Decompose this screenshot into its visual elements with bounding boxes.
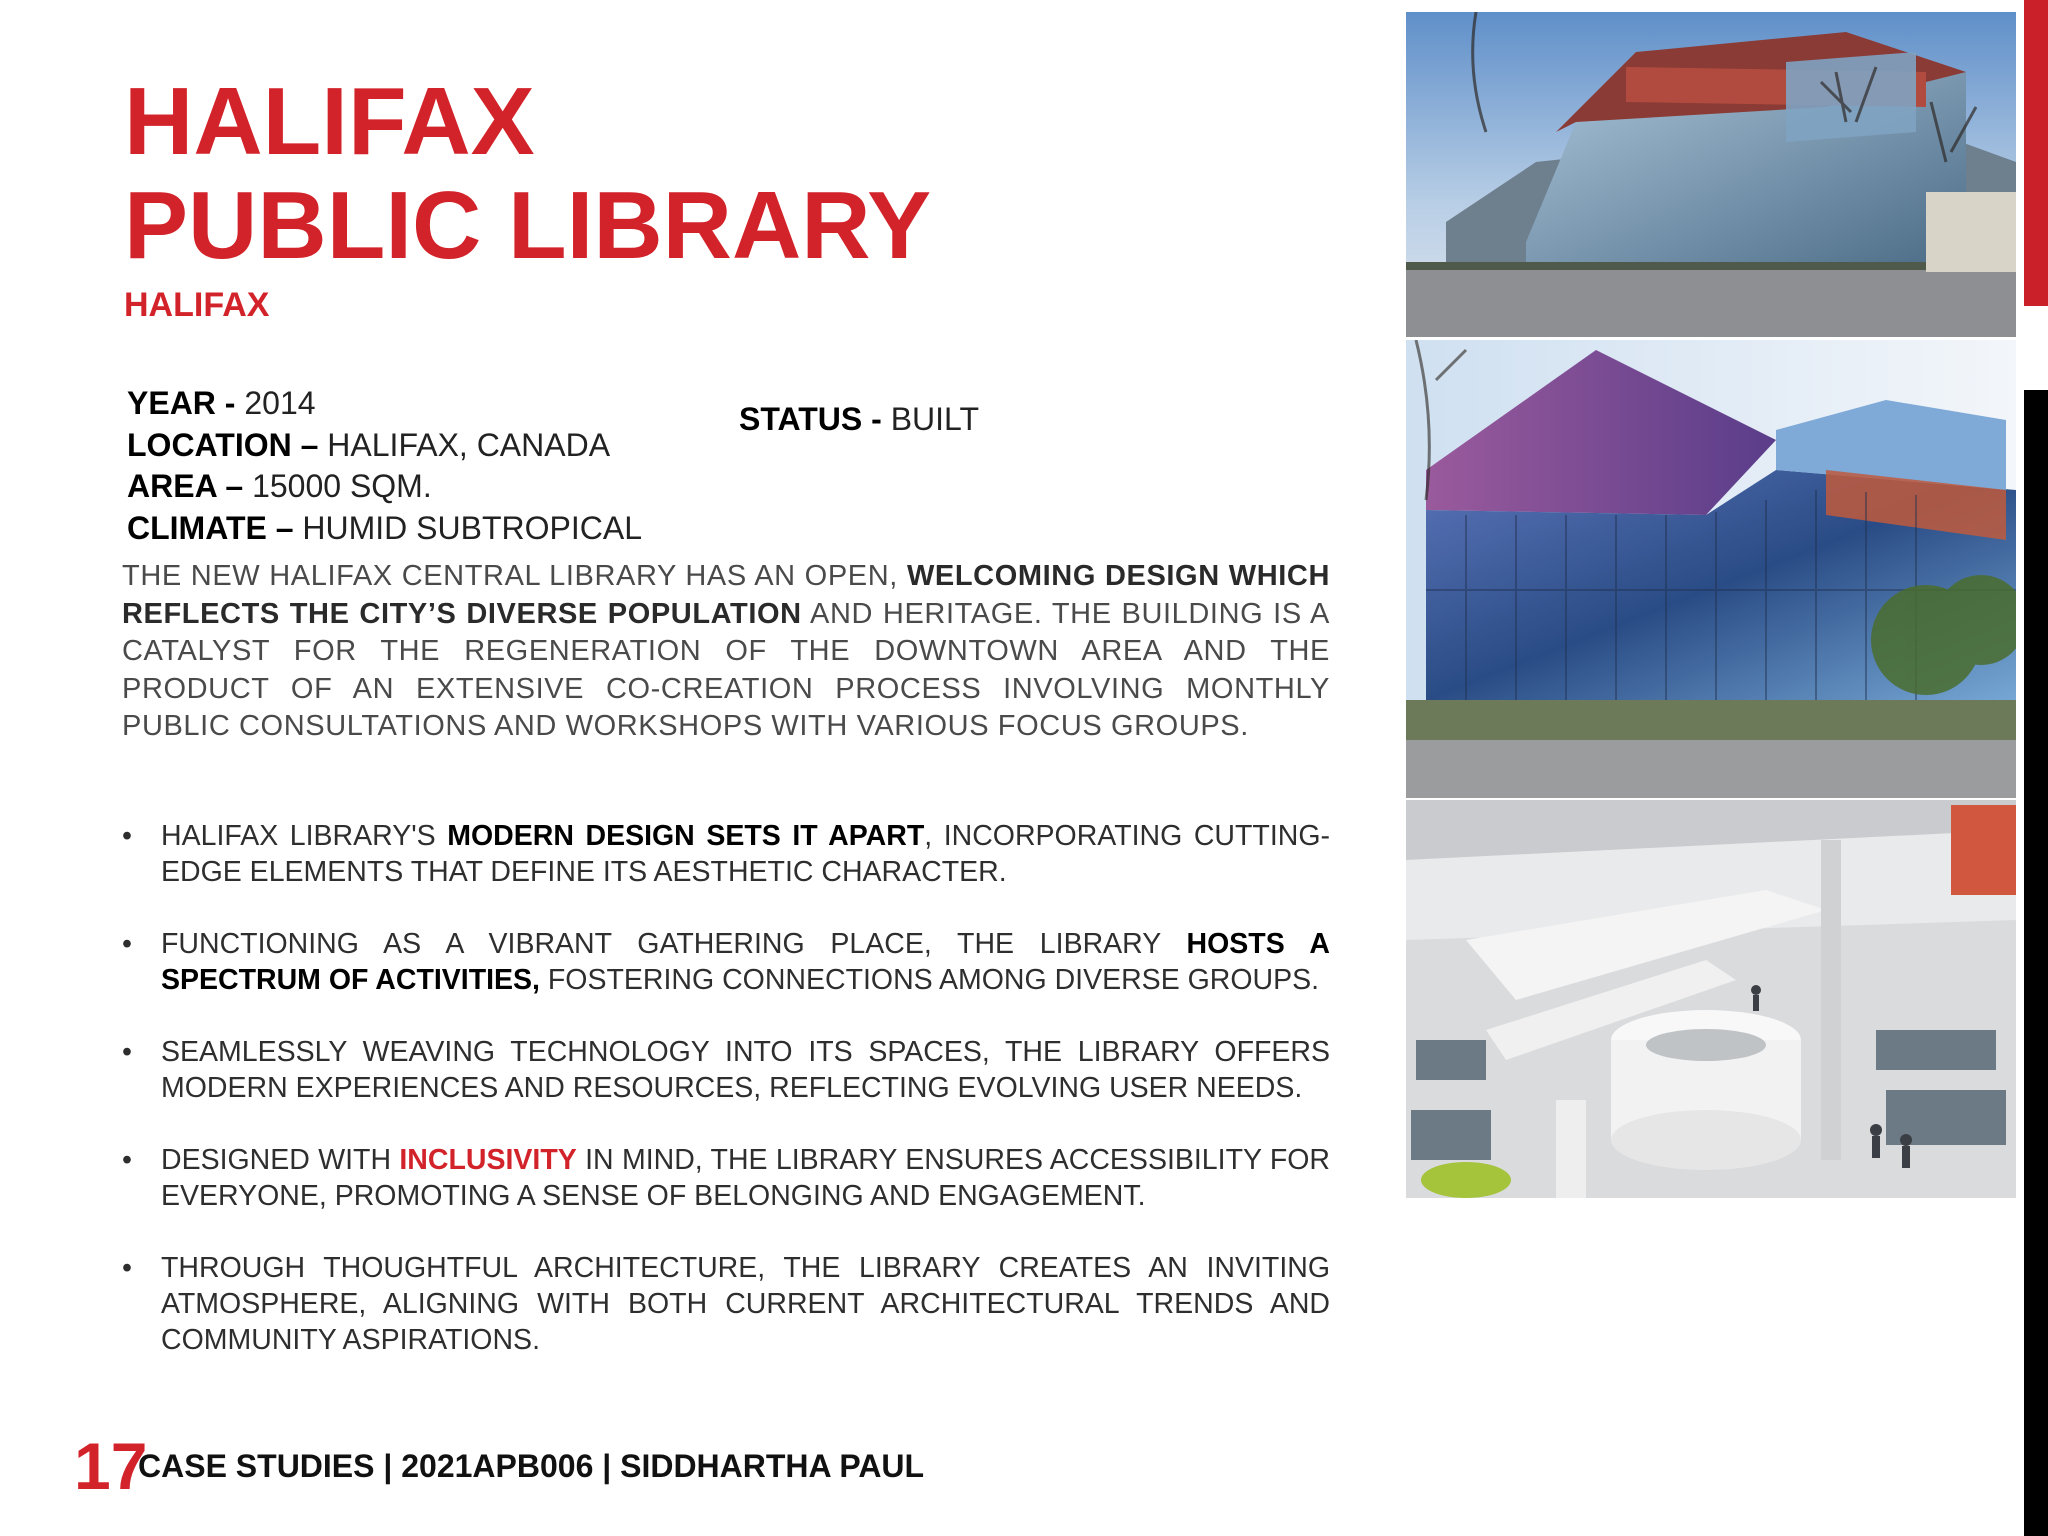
- area-row: [127, 466, 642, 508]
- interior-photo-graphic: [1406, 800, 2016, 1198]
- intro-paragraph: [122, 558, 1330, 746]
- bullet-icon: •: [122, 1252, 132, 1284]
- list-item: [122, 926, 1330, 998]
- bullet-text: IN MIND, THE LIBRARY ENSURES ACCESSIBILITY FOR EVERYONE, PROMOTING A SENSE OF BELONGING AND ENGAGEMENT.: [161, 1144, 1330, 1212]
- climate-label: CLIMATE –: [127, 509, 294, 546]
- bullet-icon: •: [122, 820, 132, 852]
- status-row: [739, 399, 979, 440]
- bullet-text: FOSTERING CONNECTIONS AMONG DIVERSE GROUPS.: [547, 964, 1320, 996]
- list-item: [122, 1142, 1330, 1214]
- list-item: [122, 1250, 1330, 1358]
- year-value: 2014: [244, 385, 316, 421]
- exterior-photo-2: [1406, 340, 2016, 798]
- side-accent-black: [2024, 390, 2048, 1536]
- list-item: [122, 1034, 1330, 1106]
- exterior-photo-2-graphic: [1406, 340, 2016, 798]
- bullet-text: FUNCTIONING AS A VIBRANT GATHERING PLACE, THE LIBRARY: [161, 928, 1161, 960]
- exterior-photo-1: [1406, 12, 2016, 337]
- bullet-text: DESIGNED WITH: [161, 1144, 392, 1176]
- footer-text: CASE STUDIES | 2021APB006 | SIDDHARTHA PAUL: [138, 1448, 925, 1484]
- bullet-icon: •: [122, 928, 132, 960]
- bullet-text: THROUGH THOUGHTFUL ARCHITECTURE, THE LIBRARY CREATES AN INVITING ATMOSPHERE, ALIGNING WITH BOTH CURRENT ARCHITECTURAL TRENDS AND COMMUNITY ASPIRATIONS.: [161, 1252, 1330, 1356]
- status-label: STATUS -: [739, 401, 882, 437]
- bullet-icon: •: [122, 1144, 132, 1176]
- bullet-text: , INCORPORATING CUTTING-EDGE ELEMENTS THAT DEFINE ITS AESTHETIC CHARACTER.: [161, 820, 1330, 888]
- bullet-icon: •: [122, 1036, 132, 1068]
- page-subtitle: HALIFAX: [124, 286, 270, 324]
- intro-text-2: AND HERITAGE. THE BUILDING IS A CATALYST FOR THE REGENERATION OF THE DOWNTOWN AREA AND THE PRODUCT OF AN EXTENSIVE CO-CREATION PROCESS INVOLVING MONTHLY PUBLIC CONSULTATIONS AND WORKSHOPS WITH VARIOUS FOCUS GROUPS.: [122, 597, 1330, 743]
- location-row: [127, 425, 642, 467]
- status-value: BUILT: [890, 401, 979, 437]
- area-value: 15000 SQM.: [252, 468, 432, 504]
- year-row: [127, 383, 642, 425]
- intro-text-1: THE NEW HALIFAX CENTRAL LIBRARY HAS AN OPEN,: [122, 560, 898, 592]
- year-label: YEAR -: [127, 385, 236, 421]
- location-value: HALIFAX, CANADA: [327, 426, 611, 463]
- climate-value: HUMID SUBTROPICAL: [302, 509, 642, 546]
- bullet-text: SEAMLESSLY WEAVING TECHNOLOGY INTO ITS SPACES, THE LIBRARY OFFERS MODERN EXPERIENCES AND RESOURCES, REFLECTING EVOLVING USER NEEDS.: [161, 1036, 1330, 1104]
- bullet-emphasis: MODERN DESIGN SETS IT APART: [447, 820, 925, 852]
- feature-list: [122, 818, 1330, 1358]
- area-label: AREA –: [127, 468, 244, 504]
- exterior-photo-1-graphic: [1406, 12, 2016, 337]
- climate-row: [127, 508, 642, 550]
- title-line-1: HALIFAX: [124, 68, 535, 175]
- bullet-text: HALIFAX LIBRARY'S: [161, 820, 436, 852]
- location-label: LOCATION –: [127, 426, 319, 463]
- bullet-emphasis: HOSTS A SPECTRUM OF ACTIVITIES,: [161, 928, 1331, 996]
- bullet-highlight: INCLUSIVITY: [399, 1144, 577, 1176]
- side-accent-red: [2024, 0, 2048, 306]
- page-title: [124, 70, 931, 278]
- intro-emphasis: WELCOMING DESIGN WHICH REFLECTS THE CITY’S DIVERSE POPULATION: [122, 560, 1330, 630]
- title-line-2: PUBLIC LIBRARY: [124, 172, 932, 279]
- list-item: [122, 818, 1330, 890]
- project-info: [127, 383, 642, 549]
- page-number: 17: [74, 1429, 148, 1503]
- interior-photo: [1406, 800, 2016, 1198]
